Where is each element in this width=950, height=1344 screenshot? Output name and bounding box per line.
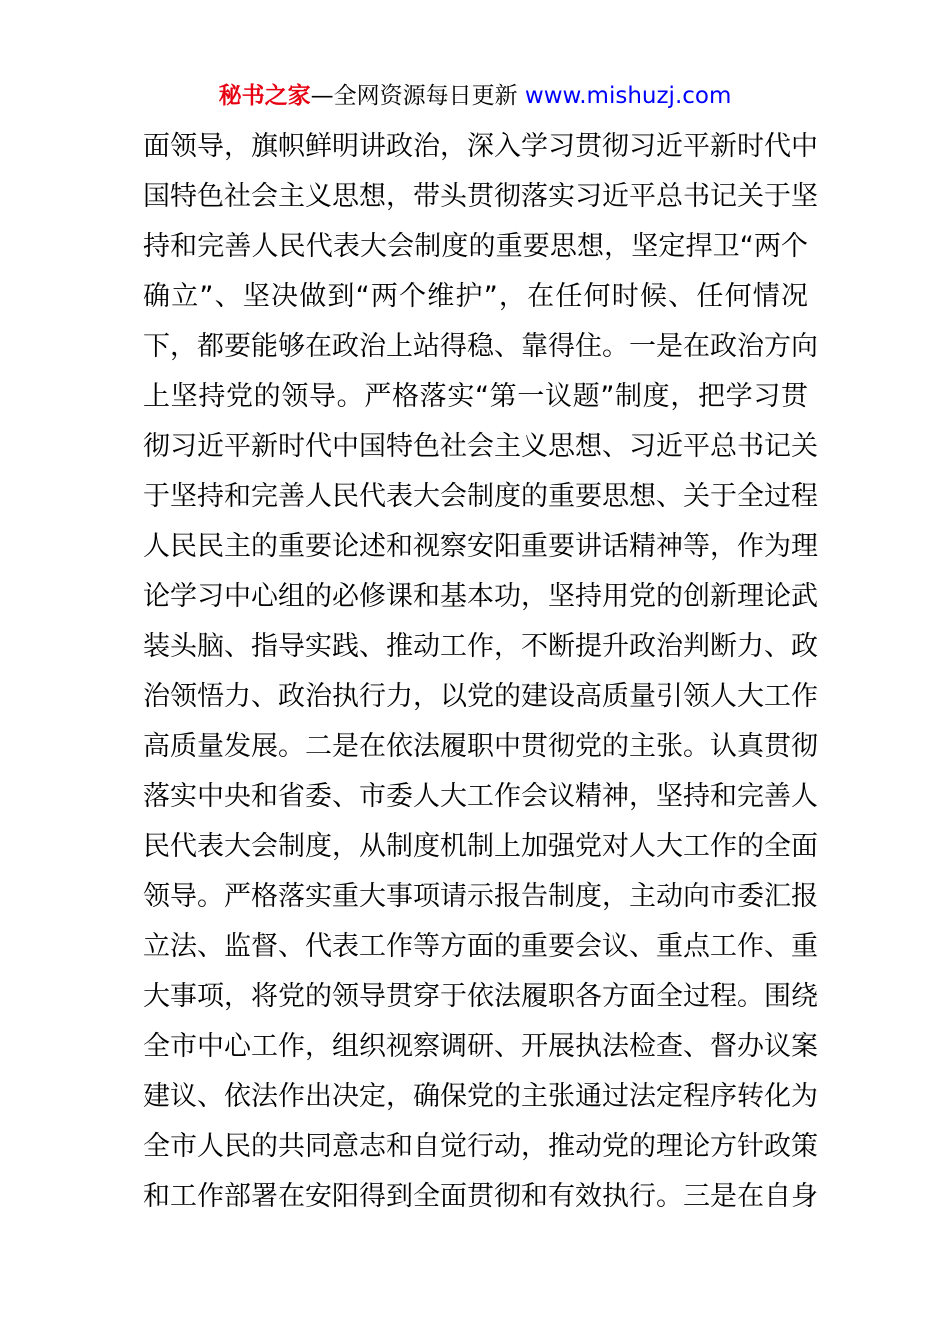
text-line: 民代表大会制度，从制度机制上加强党对人大工作的全面	[143, 831, 818, 862]
text-line: 装头脑、指导实践、推动工作，不断提升政治判断力、政	[143, 631, 818, 662]
text-line: 全市中心工作，组织视察调研、开展执法检查、督办议案	[143, 1031, 818, 1062]
text-line: 人民民主的重要论述和视察安阳重要讲话精神等，作为理	[143, 531, 818, 562]
header-tagline: —全网资源每日更新	[310, 83, 518, 109]
text-line: 确立”、坚决做到“两个维护”，在任何时候、任何情况	[143, 281, 808, 312]
text-line: 落实中央和省委、市委人大工作会议精神，坚持和完善人	[143, 781, 818, 812]
text-line: 领导。严格落实重大事项请示报告制度，主动向市委汇报	[143, 881, 818, 912]
text-line: 上坚持党的领导。严格落实“第一议题”制度，把学习贯	[143, 381, 808, 412]
text-line: 持和完善人民代表大会制度的重要思想，坚定捍卫“两个	[143, 231, 808, 262]
text-line: 高质量发展。二是在依法履职中贯彻党的主张。认真贯彻	[143, 731, 818, 762]
text-line: 建议、依法作出决定，确保党的主张通过法定程序转化为	[143, 1081, 818, 1112]
text-line: 治领悟力、政治执行力，以党的建设高质量引领人大工作	[143, 681, 818, 712]
text-line: 下，都要能够在政治上站得稳、靠得住。一是在政治方向	[143, 331, 818, 362]
text-line: 于坚持和完善人民代表大会制度的重要思想、关于全过程	[143, 481, 818, 512]
page-header	[0, 81, 950, 111]
text-line: 大事项，将党的领导贯穿于依法履职各方面全过程。围绕	[143, 981, 818, 1012]
site-url-link[interactable]: www.mishuzj.com	[524, 83, 732, 109]
text-line: 论学习中心组的必修课和基本功，坚持用党的创新理论武	[143, 581, 818, 612]
text-line: 立法、监督、代表工作等方面的重要会议、重点工作、重	[143, 931, 818, 962]
text-line: 彻习近平新时代中国特色社会主义思想、习近平总书记关	[143, 431, 818, 462]
brand-name: 秘书之家	[218, 83, 311, 109]
text-line: 和工作部署在安阳得到全面贯彻和有效执行。三是在自身	[143, 1181, 818, 1212]
text-line: 国特色社会主义思想，带头贯彻落实习近平总书记关于坚	[143, 181, 818, 212]
text-line: 全市人民的共同意志和自觉行动，推动党的理论方针政策	[143, 1131, 818, 1162]
text-line: 面领导，旗帜鲜明讲政治，深入学习贯彻习近平新时代中	[143, 131, 818, 162]
